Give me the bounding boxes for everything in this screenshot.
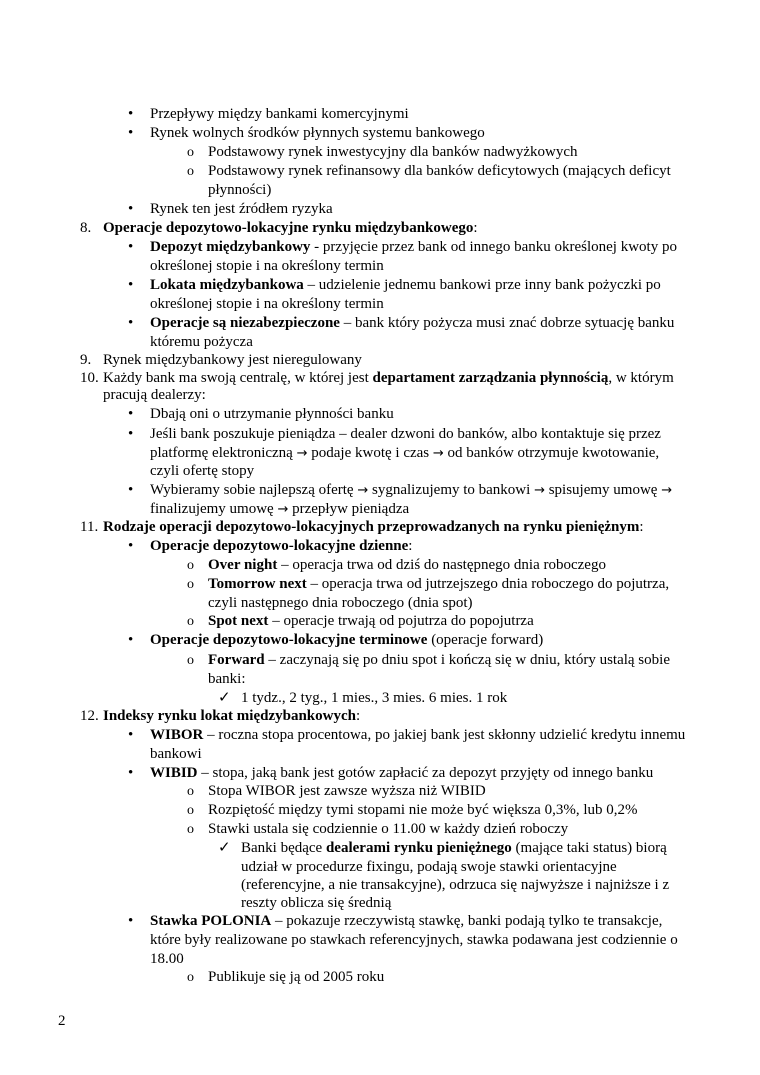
list-item-cont: któremu pożycza <box>150 334 253 350</box>
check-icon: ✓ <box>218 840 231 856</box>
section-text: Rynek międzybankowy jest nieregulowany <box>103 352 362 368</box>
list-item: WIBID – stopa, jaką bank jest gotów zapłacić za depozyt przyjęty od innego banku <box>150 765 654 781</box>
check-item-cont: udział w procedurze fixingu, podają swoje stawki orientacyjne <box>241 859 617 875</box>
circle-marker: o <box>187 577 194 592</box>
circle-marker: o <box>187 558 194 573</box>
sub-list-item: Spot next – operacje trwają od pojutrza do popojutrza <box>208 613 534 629</box>
bullet-marker: • <box>128 277 134 293</box>
list-item: Operacje depozytowo-lokacyjne dzienne: <box>150 538 413 554</box>
list-item-cont: 18.00 <box>150 951 184 967</box>
list-item-cont: określonej stopie i na określony termin <box>150 296 384 312</box>
sub-list-item: Podstawowy rynek refinansowy dla banków deficytowych (mających deficyt <box>208 163 671 179</box>
bullet-marker: • <box>128 125 134 141</box>
list-number: 11. <box>80 519 99 535</box>
sub-list-item: Tomorrow next – operacja trwa od jutrzejszego dnia roboczego do pojutrza, <box>208 576 670 592</box>
bullet-marker: • <box>128 482 134 498</box>
list-item: Operacje są niezabezpieczone – bank który pożycza musi znać dobrze sytuację banku <box>150 315 675 331</box>
list-item-cont: bankowi <box>150 746 202 762</box>
check-item: Banki będące dealerami rynku pieniężnego (mające taki status) biorą <box>241 840 667 856</box>
list-item: Dbają oni o utrzymanie płynności banku <box>150 406 394 422</box>
list-number: 12. <box>80 708 99 724</box>
sub-list-item-cont: płynności) <box>208 182 272 198</box>
list-item: Rynek wolnych środków płynnych systemu bankowego <box>150 125 485 141</box>
circle-marker: o <box>187 822 194 837</box>
check-item-cont: reszty oblicza się średnią <box>241 895 392 911</box>
arrow-right-icon: → <box>432 446 444 461</box>
bullet-marker: • <box>128 315 134 331</box>
bullet-marker: • <box>128 632 134 648</box>
circle-marker: o <box>187 970 194 985</box>
bullet-marker: • <box>128 239 134 255</box>
list-item-cont: które były realizowane po stawkach referencyjnych, stawka podawana jest codziennie o <box>150 932 678 948</box>
section-heading: Rodzaje operacji depozytowo-lokacyjnych przeprowadzanych na rynku pieniężnym: <box>103 519 644 535</box>
circle-marker: o <box>187 614 194 629</box>
sub-list-item: Stopa WIBOR jest zawsze wyższa niż WIBID <box>208 783 486 799</box>
section-heading: Indeksy rynku lokat międzybankowych: <box>103 708 361 724</box>
list-item: Przepływy między bankami komercyjnymi <box>150 106 409 122</box>
list-item: Wybieramy sobie najlepszą ofertę → sygnalizujemy to bankowi → spisujemy umowę → <box>150 482 673 498</box>
sub-list-item: Rozpiętość między tymi stopami nie może być większa 0,3%, lub 0,2% <box>208 802 638 818</box>
section-heading: Operacje depozytowo-lokacyjne rynku międzybankowego: <box>103 220 478 236</box>
bullet-marker: • <box>128 426 134 442</box>
list-item: Rynek ten jest źródłem ryzyka <box>150 201 333 217</box>
sub-list-item: Forward – zaczynają się po dniu spot i kończą się w dniu, który ustalą sobie <box>208 652 670 668</box>
circle-marker: o <box>187 164 194 179</box>
check-item: 1 tydz., 2 tyg., 1 mies., 3 mies. 6 mies. 1 rok <box>241 690 508 706</box>
bullet-marker: • <box>128 201 134 217</box>
list-item: Stawka POLONIA – pokazuje rzeczywistą stawkę, banki podają tylko te transakcje, <box>150 913 663 929</box>
list-number: 9. <box>80 352 92 368</box>
sub-list-item: Podstawowy rynek inwestycyjny dla banków nadwyżkowych <box>208 144 578 160</box>
check-item-cont: (referencyjne, a nie transakcyjne), odrzuca się najwyższe i najniższe i z <box>241 877 670 893</box>
bullet-marker: • <box>128 727 134 743</box>
arrow-right-icon: → <box>296 446 308 461</box>
sub-list-item: Stawki ustala się codziennie o 11.00 w każdy dzień roboczy <box>208 821 569 837</box>
sub-list-item: Publikuje się ją od 2005 roku <box>208 969 385 985</box>
list-item-cont: czyli ofertę stopy <box>150 463 255 479</box>
section-text-cont: pracują dealerzy: <box>103 387 206 403</box>
arrow-right-icon: → <box>357 483 369 498</box>
page-number: 2 <box>58 1013 66 1029</box>
circle-marker: o <box>187 145 194 160</box>
circle-marker: o <box>187 653 194 668</box>
bullet-marker: • <box>128 913 134 929</box>
circle-marker: o <box>187 784 194 799</box>
list-item: Depozyt międzybankowy - przyjęcie przez bank od innego banku określonej kwoty po <box>150 239 677 255</box>
list-number: 10. <box>80 370 99 386</box>
arrow-right-icon: → <box>534 483 545 498</box>
bullet-marker: • <box>128 106 134 122</box>
list-item-cont: platformę elektroniczną → podaje kwotę i czas → od banków otrzymuje kwotowanie, <box>150 445 660 461</box>
list-number: 8. <box>80 220 92 236</box>
bullet-marker: • <box>128 765 134 781</box>
sub-list-item: Over night – operacja trwa od dziś do następnego dnia roboczego <box>208 557 606 573</box>
bullet-marker: • <box>128 406 134 422</box>
list-item: WIBOR – roczna stopa procentowa, po jakiej bank jest skłonny udzielić kredytu innemu <box>150 727 686 743</box>
arrow-right-icon: → <box>277 502 289 517</box>
sub-list-item-cont: czyli następnego dnia roboczego (dnia spot) <box>208 595 473 611</box>
bullet-marker: • <box>128 538 134 554</box>
section-text: Każdy bank ma swoją centralę, w której jest departament zarządzania płynnością, w którym <box>103 370 674 386</box>
list-item: Lokata międzybankowa – udzielenie jednemu bankowi prze inny bank pożyczki po <box>150 277 661 293</box>
arrow-right-icon: → <box>661 483 673 498</box>
circle-marker: o <box>187 803 194 818</box>
check-icon: ✓ <box>218 690 231 706</box>
list-item: Operacje depozytowo-lokacyjne terminowe (operacje forward) <box>150 632 544 648</box>
list-item-cont: finalizujemy umowę → przepływ pieniądza <box>150 501 410 517</box>
sub-list-item-cont: banki: <box>208 671 246 687</box>
list-item-cont: określonej stopie i na określony termin <box>150 258 384 274</box>
list-item: Jeśli bank poszukuje pieniądza – dealer dzwoni do banków, albo kontaktuje się przez <box>150 426 661 442</box>
